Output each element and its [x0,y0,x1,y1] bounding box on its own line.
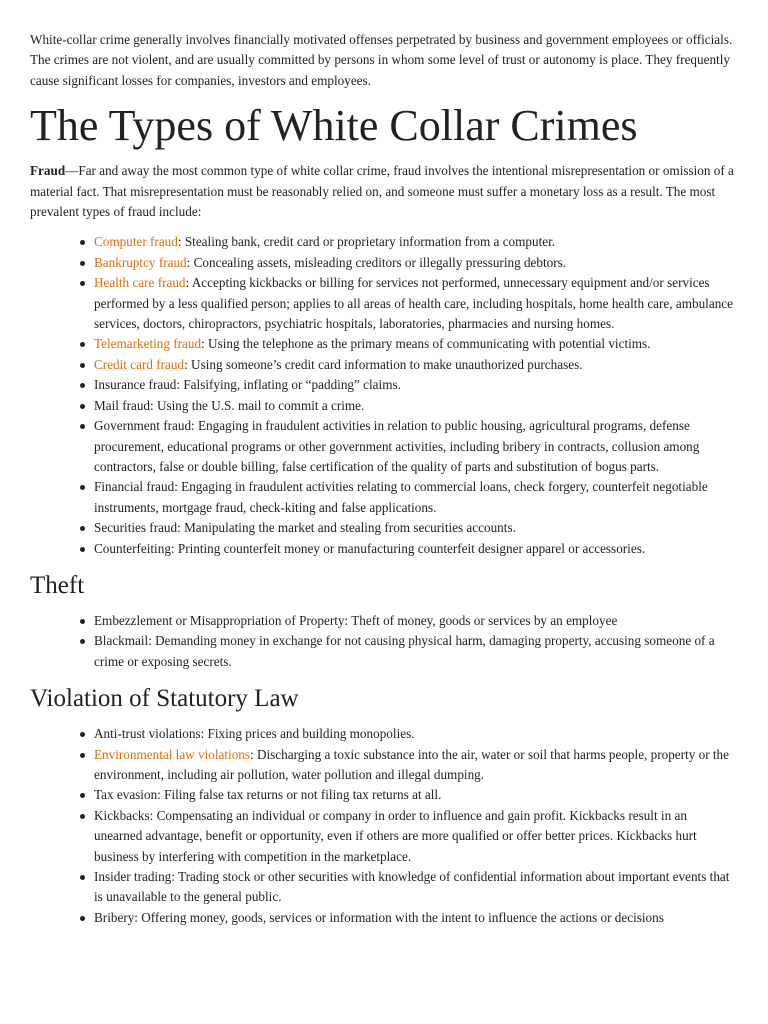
list-item-link[interactable]: Telemarketing fraud [94,336,202,352]
list-item-text: Anti-trust violations: Fixing prices and building monopolies. [94,726,415,742]
page-title: The Types of White Collar Crimes [30,101,638,151]
list-item-text: Securities fraud: Manipulating the market and stealing from securities accounts. [94,520,516,536]
list-item-text: Mail fraud: Using the U.S. mail to commit a crime. [94,397,365,413]
list-item [94,611,736,631]
list-item-text: Counterfeiting: Printing counterfeit money or manufacturing counterfeit designer apparel or accessories. [94,540,646,556]
list-item [94,375,736,395]
list-item-text: : Discharging a toxic substance into the air, water or soil that harms people, property or the environment, including air pollution, water pollution and illegal dumping. [94,746,730,782]
list-item-link[interactable]: Computer fraud [94,234,178,250]
intro-paragraph: White-collar crime generally involves financially motivated offenses perpetrated by business and government employees or officials. The crimes are not violent, and are usually committed by persons in whom some level of trust or autonomy is place. They frequently cause significant losses for companies, investors and employees. [30,32,733,88]
statutory-heading: Violation of Statutory Law [30,685,299,713]
list-item [94,334,736,354]
list-item-link[interactable]: Credit card fraud [94,356,185,372]
theft-heading: Theft [30,571,85,599]
list-item [94,908,736,928]
list-item [94,477,736,518]
list-item [94,724,736,744]
list-item [94,518,736,538]
list-item-text: Kickbacks: Compensating an individual or company in order to influence and gain profit. Kickbacks result in an unearned advantage, benefit or opportunity, even if others are more qualified or offer better prices. Kickbacks hurt business by interfering with competition in the marketplace. [94,807,697,864]
list-item [94,867,736,908]
list-item-link[interactable]: Environmental law violations [94,746,251,762]
fraud-paragraph [30,161,736,222]
list-item [94,253,736,273]
list-item-link[interactable]: Health care fraud [94,275,186,291]
fraud-term: Fraud [30,163,66,179]
list-item-text: Tax evasion: Filing false tax returns or not filing tax returns at all. [94,787,442,803]
list-item [94,232,736,252]
list-item-text: : Concealing assets, misleading creditors or illegally pressuring debtors. [186,254,567,270]
list-item-link[interactable]: Bankruptcy fraud [94,254,187,270]
list-item [94,785,736,805]
list-item [94,355,736,375]
list-item [94,416,736,477]
list-item-text: Insurance fraud: Falsifying, inflating or “padding” claims. [94,377,401,393]
list-item [94,396,736,416]
list-item-text: Blackmail: Demanding money in exchange for not causing physical harm, damaging property, accusing someone of a crime or exposing secrets. [94,633,715,669]
fraud-description: —Far and away the most common type of white collar crime, fraud involves the intentional misrepresentation or omission of a material fact. That misrepresentation must be reasonably relied on, and someone must suffer a monetary loss as a result. The most prevalent types of fraud include: [30,163,734,220]
statutory-list [30,724,736,928]
list-item [94,745,736,786]
list-item-text: Embezzlement or Misappropriation of Property: Theft of money, goods or services by an employee [94,612,618,628]
theft-list [30,611,736,672]
list-item [94,806,736,867]
list-item-text: Financial fraud: Engaging in fraudulent activities relating to commercial loans, check forgery, counterfeit negotiable instruments, mortgage fraud, check-kiting and false applications. [94,479,708,515]
list-item-text: : Using someone’s credit card information to make unauthorized purchases. [184,356,583,372]
list-item-text: Bribery: Offering money, goods, services or information with the intent to influence the actions or decisions [94,909,664,925]
list-item-text: : Stealing bank, credit card or proprietary information from a computer. [177,234,556,250]
list-item-text: Government fraud: Engaging in fraudulent activities in relation to public housing, agricultural programs, defense procurement, educational programs or other government activities, including bribery in contracts, collusion among contractors, false or double billing, false certification of the quality of parts and substitution of bogus parts. [94,418,700,474]
list-item [94,631,736,672]
fraud-list [30,232,736,559]
list-item [94,273,736,334]
list-item-text: : Using the telephone as the primary means of communicating with potential victims. [201,336,651,352]
list-item-text: Insider trading: Trading stock or other securities with knowledge of confidential information about important events that is unavailable to the general public. [94,869,730,905]
list-item [94,539,736,559]
list-item-text: : Accepting kickbacks or billing for services not performed, unnecessary equipment and/or services performed by a less qualified person; applies to all areas of health care, including hospitals, home health care, ambulance services, doctors, chiropractors, psychiatric hospitals, laboratories, pharmacies and nursing homes. [94,275,733,332]
